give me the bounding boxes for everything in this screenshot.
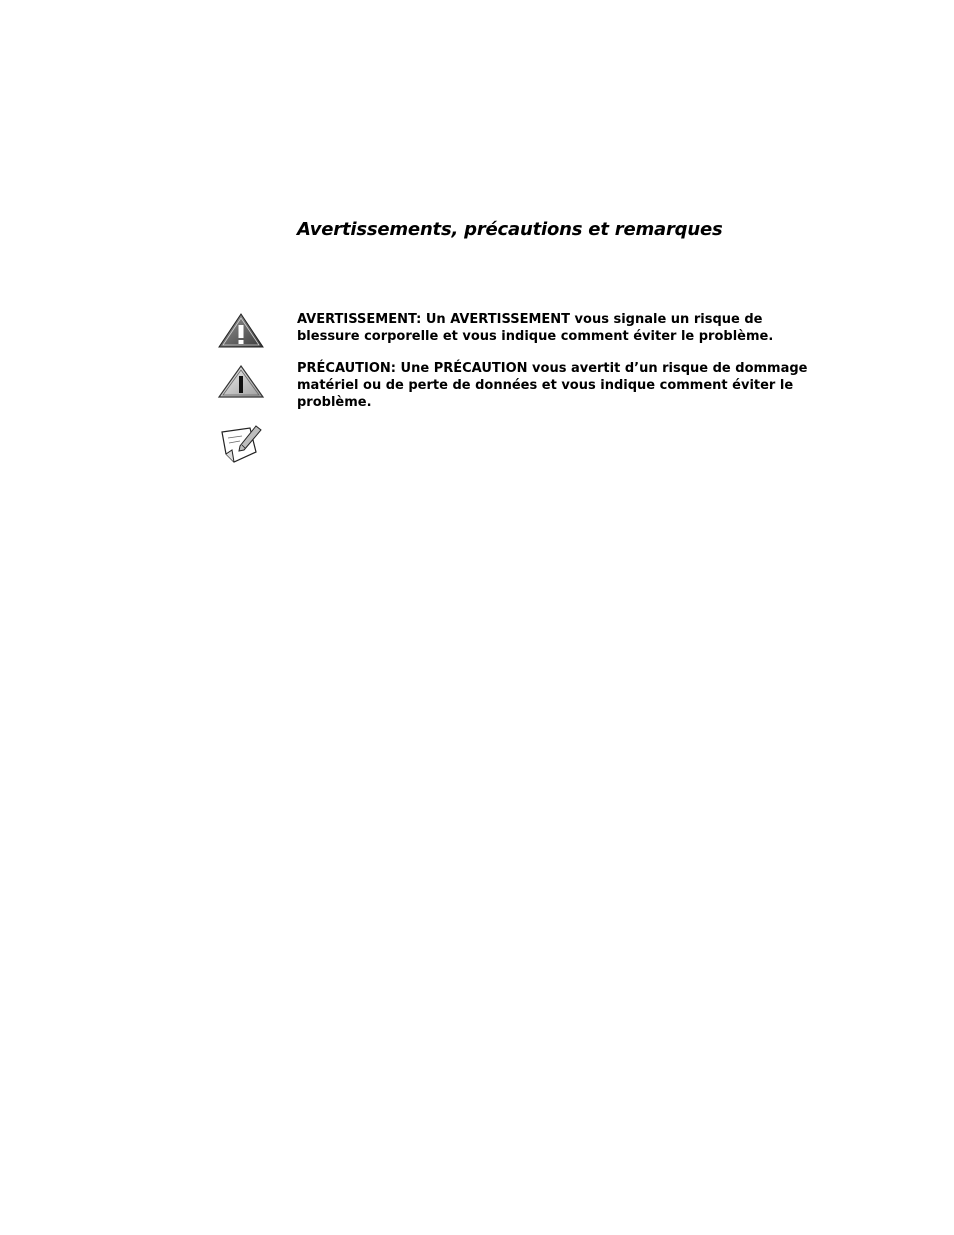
caution-label: PRÉCAUTION: <box>297 361 397 376</box>
warning-body: Un AVERTISSEMENT vous signale un risque de blessure corporelle et vous indique comment éviter le problème. <box>297 312 774 344</box>
caution-triangle-icon <box>217 364 265 400</box>
page-heading: Avertissements, précautions et remarques <box>297 219 723 240</box>
warning-label: AVERTISSEMENT: <box>297 312 422 327</box>
warning-triangle-icon <box>217 312 265 350</box>
note-pencil-icon <box>220 424 264 464</box>
caution-body: Une PRÉCAUTION vous avertit d’un risque de dommage matériel ou de perte de données et vous indique comment éviter le problème. <box>297 361 808 410</box>
caution-notice <box>297 360 817 411</box>
warning-notice <box>297 311 817 345</box>
